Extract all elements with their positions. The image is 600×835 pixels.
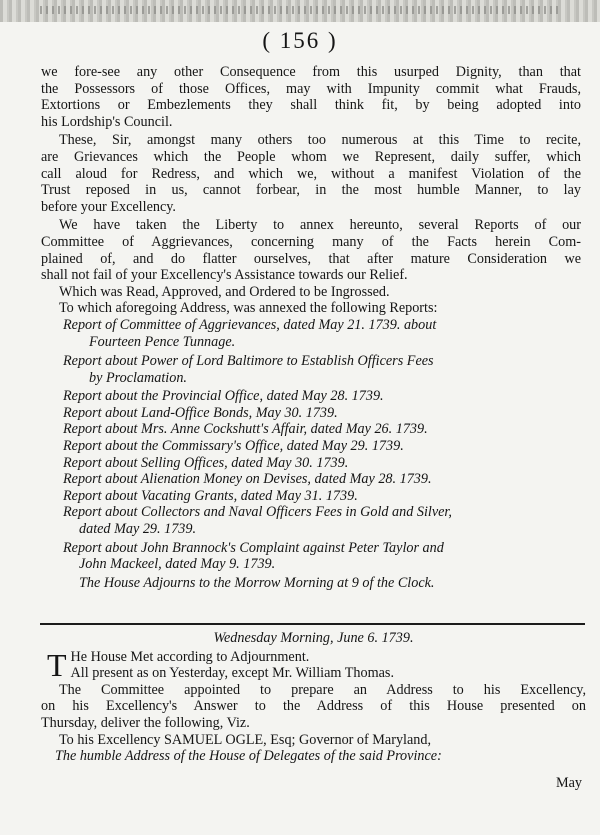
report-item: Report about Land-Office Bonds, May 30. 1739.	[63, 404, 338, 421]
text-line: Extortions or Embezlements they shall think fit, by being adopted into	[41, 97, 581, 114]
paragraph-3	[41, 217, 581, 283]
reports-list	[41, 317, 581, 592]
session-heading: Wednesday Morning, June 6. 1739.	[213, 630, 414, 646]
report-item: Report about the Commissary's Office, dated May 29. 1739.	[63, 438, 404, 455]
read-approved-line: Which was Read, Approved, and Ordered to be Ingrossed.	[59, 283, 390, 300]
drop-cap: T	[47, 646, 67, 683]
page-number: ( 156 )	[262, 28, 338, 53]
report-item-cont: John Mackeel, dated May 9. 1739.	[79, 556, 276, 573]
text-line: his Lordship's Council.	[41, 113, 173, 130]
text-line: He House Met according to Adjournment.	[70, 648, 310, 665]
text-line: Committee of Aggrievances, concerning many of the Facts herein Com-	[41, 233, 581, 250]
annexed-line: To which aforegoing Address, was annexed the following Reports:	[59, 300, 438, 317]
section-divider	[40, 623, 585, 625]
main-text	[41, 64, 581, 591]
report-item: Report about Collectors and Naval Officers Fees in Gold and Silver,	[63, 504, 452, 521]
report-item-cont: by Proclamation.	[89, 369, 187, 386]
report-item-cont: Fourteen Pence Tunnage.	[89, 333, 236, 350]
report-item: Report about Alienation Money on Devises, dated May 28. 1739.	[63, 471, 432, 488]
scan-header-band	[0, 0, 600, 22]
report-item: Report about Vacating Grants, dated May 31. 1739.	[63, 487, 358, 504]
text-line: Trust reposed in us, cannot forbear, in the most humble Manner, to lay	[41, 182, 581, 199]
text-line: the Possessors of those Offices, may with Impunity commit what Frauds,	[41, 80, 581, 97]
text-line: All present as on Yesterday, except Mr. William Thomas.	[70, 665, 395, 682]
text-line: shall not fail of your Excellency's Assistance towards our Relief.	[41, 267, 408, 284]
report-item: Report about the Provincial Office, dated May 28. 1739.	[63, 388, 384, 405]
text-line: are Grievances which the People whom we Represent, daily suffer, which	[41, 148, 581, 165]
adjourn-line: The House Adjourns to the Morrow Morning at 9 of the Clock.	[79, 574, 435, 591]
report-item-cont: dated May 29. 1739.	[79, 521, 197, 538]
report-item: Report about Mrs. Anne Cockshutt's Affair, dated May 26. 1739.	[63, 421, 428, 438]
catchword: May	[555, 775, 582, 791]
met-paragraph	[41, 646, 586, 683]
address-title: The humble Address of the House of Delegates of the said Province:	[55, 748, 442, 765]
session-text	[41, 630, 586, 765]
text-line: we fore-see any other Consequence from this usurped Dignity, than that	[41, 64, 581, 80]
address-recipient: To his Excellency SAMUEL OGLE, Esq; Governor of Maryland,	[59, 731, 432, 748]
report-item: Report of Committee of Aggrievances, dated May 21. 1739. about	[63, 316, 437, 333]
paragraph-1	[41, 64, 581, 130]
text-line: plained of, and do flatter ourselves, that after mature Consideration we	[41, 250, 581, 267]
report-item: Report about John Brannock's Complaint against Peter Taylor and	[63, 539, 444, 556]
text-line: We have taken the Liberty to annex hereunto, several Reports of our	[59, 217, 581, 234]
text-line: These, Sir, amongst many others too numerous at this Time to recite,	[59, 132, 581, 149]
text-line: before your Excellency.	[41, 198, 176, 215]
report-item: Report about Power of Lord Baltimore to Establish Officers Fees	[63, 353, 434, 370]
text-line: The Committee appointed to prepare an Address to his Excellency,	[59, 681, 586, 698]
committee-paragraph	[41, 682, 586, 732]
text-line: call aloud for Redress, and which we, without a manifest Violation of the	[41, 165, 581, 182]
text-line: Thursday, deliver the following, Viz.	[41, 714, 250, 731]
paragraph-2	[41, 132, 581, 215]
text-line: on his Excellency's Answer to the Address of this House presented on	[41, 698, 586, 715]
report-item: Report about Selling Offices, dated May 30. 1739.	[63, 454, 349, 471]
